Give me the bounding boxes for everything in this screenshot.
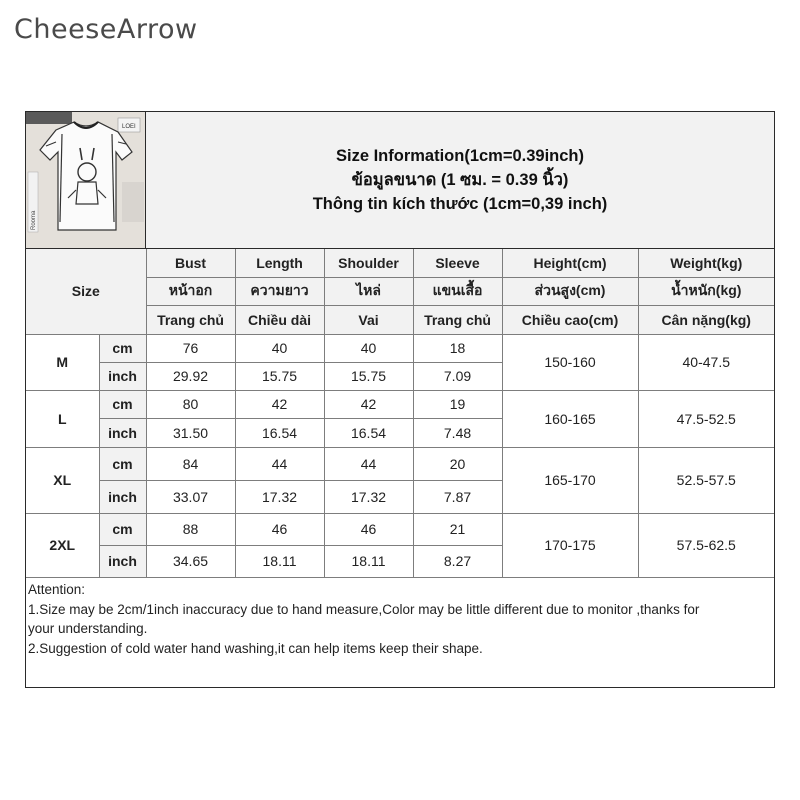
attention-title: Attention: [28,582,86,597]
sleeve-cm: 20 [413,447,502,480]
shoulder-inch: 18.11 [324,545,413,577]
weight-range: 47.5-52.5 [638,390,774,447]
length-cm: 44 [235,447,324,480]
sleeve-inch: 7.09 [413,362,502,390]
attention-notes [28,580,772,658]
photo-side-text: Rooma [31,210,37,230]
header-height-thai: ส่วนสูง(cm) [502,277,638,305]
height-range: 150-160 [502,334,638,390]
size-info-box [146,112,774,248]
unit-inch: inch [99,362,146,390]
bust-inch: 34.65 [146,545,235,577]
bust-cm: 76 [146,334,235,362]
sleeve-cm: 18 [413,334,502,362]
header-weight-vi: Cân nặng(kg) [638,305,774,334]
header-height: Height(cm) [502,249,638,277]
unit-inch: inch [99,545,146,577]
size-l: L [26,390,99,447]
attention-note-1: 1.Size may be 2cm/1inch inaccuracy due to hand measure,Color may be little different due to monitor ,thanks for [28,601,700,617]
header-length-vi: Chiều dài [235,305,324,334]
header-length: Length [235,249,324,277]
length-inch: 15.75 [235,362,324,390]
size-table [26,249,774,578]
header-sleeve: Sleeve [413,249,502,277]
size-2xl: 2XL [26,513,99,577]
shoulder-inch: 17.32 [324,480,413,513]
info-line-thai: ข้อมูลขนาด (1 ซม. = 0.39 นิ้ว) [351,171,569,189]
unit-cm: cm [99,447,146,480]
unit-cm: cm [99,513,146,545]
table-row [26,447,774,480]
height-range: 170-175 [502,513,638,577]
header-weight-thai: น้ำหนัก(kg) [638,277,774,305]
sleeve-inch: 7.87 [413,480,502,513]
info-row [26,112,774,249]
attention-note-2: 2.Suggestion of cold water hand washing,it can help items keep their shape. [28,640,483,656]
length-inch: 17.32 [235,480,324,513]
weight-range: 52.5-57.5 [638,447,774,513]
size-m: M [26,334,99,390]
unit-cm: cm [99,334,146,362]
header-shoulder-vi: Vai [324,305,413,334]
header-row-english [26,249,774,277]
length-cm: 40 [235,334,324,362]
unit-cm: cm [99,390,146,418]
height-range: 165-170 [502,447,638,513]
header-shoulder-thai: ไหล่ [324,277,413,305]
shoulder-cm: 46 [324,513,413,545]
photo-tag: LOEI [122,124,136,130]
bust-inch: 33.07 [146,480,235,513]
header-sleeve-thai: แขนเสื้อ [413,277,502,305]
size-chart [25,111,775,688]
info-line-english: Size Information(1cm=0.39inch) [335,147,585,165]
shoulder-cm: 40 [324,334,413,362]
brand-name: CheeseArrow [14,14,198,45]
header-sleeve-vi: Trang chủ [413,305,502,334]
bust-cm: 88 [146,513,235,545]
header-weight: Weight(kg) [638,249,774,277]
bust-cm: 84 [146,447,235,480]
unit-inch: inch [99,480,146,513]
table-row [26,334,774,362]
length-cm: 42 [235,390,324,418]
height-range: 160-165 [502,390,638,447]
product-photo [26,112,146,248]
sleeve-inch: 7.48 [413,418,502,447]
bust-inch: 31.50 [146,418,235,447]
size-xl: XL [26,447,99,513]
length-cm: 46 [235,513,324,545]
weight-range: 40-47.5 [638,334,774,390]
shoulder-inch: 16.54 [324,418,413,447]
t-shirt-image [26,112,145,248]
header-length-thai: ความยาว [235,277,324,305]
sleeve-cm: 19 [413,390,502,418]
sleeve-inch: 8.27 [413,545,502,577]
table-row [26,513,774,545]
sleeve-cm: 21 [413,513,502,545]
header-height-vi: Chiều cao(cm) [502,305,638,334]
unit-inch: inch [99,418,146,447]
table-row [26,390,774,418]
header-shoulder: Shoulder [324,249,413,277]
length-inch: 18.11 [235,545,324,577]
shoulder-cm: 44 [324,447,413,480]
length-inch: 16.54 [235,418,324,447]
shoulder-inch: 15.75 [324,362,413,390]
bust-cm: 80 [146,390,235,418]
attention-note-1-continued: your understanding. [28,621,148,636]
header-bust: Bust [146,249,235,277]
weight-range: 57.5-62.5 [638,513,774,577]
size-header: Size [26,249,146,334]
info-line-vietnamese: Thông tin kích thước (1cm=0,39 inch) [312,195,608,213]
bust-inch: 29.92 [146,362,235,390]
header-bust-thai: หน้าอก [146,277,235,305]
shoulder-cm: 42 [324,390,413,418]
header-bust-vi: Trang chủ [146,305,235,334]
